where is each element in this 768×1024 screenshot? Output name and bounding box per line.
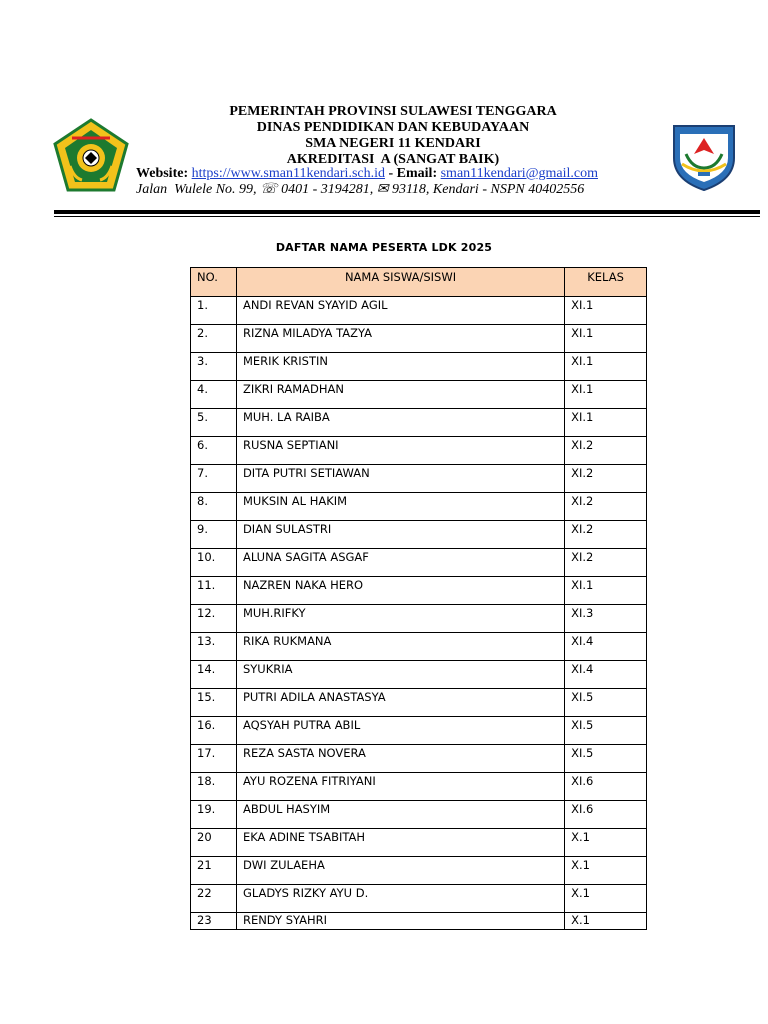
table-row — [191, 605, 647, 633]
row-no: 23 — [191, 913, 237, 930]
participant-table — [190, 267, 647, 930]
row-class: XI.1 — [565, 325, 647, 353]
row-class: XI.1 — [565, 297, 647, 325]
row-name: RIZNA MILADYA TAZYA — [236, 325, 564, 353]
row-class: XI.2 — [565, 465, 647, 493]
row-class: XI.4 — [565, 661, 647, 689]
document-title: DAFTAR NAMA PESERTA LDK 2025 — [275, 241, 493, 254]
row-no: 21 — [191, 857, 237, 885]
row-name: ABDUL HASYIM — [236, 801, 564, 829]
row-name: RIKA RUKMANA — [236, 633, 564, 661]
row-no: 17. — [191, 745, 237, 773]
row-no: 9. — [191, 521, 237, 549]
row-no: 2. — [191, 325, 237, 353]
table-row — [191, 801, 647, 829]
letterhead — [0, 104, 768, 168]
row-class: X.1 — [565, 857, 647, 885]
table-row — [191, 885, 647, 913]
phone-icon: ☏ — [260, 182, 278, 197]
table-row — [191, 577, 647, 605]
row-no: 4. — [191, 381, 237, 409]
row-no: 13. — [191, 633, 237, 661]
row-name: MUH.RIFKY — [236, 605, 564, 633]
table-row — [191, 297, 647, 325]
row-class: XI.1 — [565, 381, 647, 409]
table-header-row — [191, 268, 647, 297]
row-no: 11. — [191, 577, 237, 605]
table-row — [191, 717, 647, 745]
table-row — [191, 829, 647, 857]
row-no: 10. — [191, 549, 237, 577]
table-row — [191, 549, 647, 577]
letterhead-thin-rule — [54, 216, 760, 217]
table-row — [191, 913, 647, 930]
row-no: 7. — [191, 465, 237, 493]
row-no: 16. — [191, 717, 237, 745]
row-class: XI.1 — [565, 353, 647, 381]
row-name: RUSNA SEPTIANI — [236, 437, 564, 465]
column-header-class: KELAS — [565, 268, 647, 297]
row-no: 14. — [191, 661, 237, 689]
row-name: MERIK KRISTIN — [236, 353, 564, 381]
table-row — [191, 745, 647, 773]
row-no: 22 — [191, 885, 237, 913]
row-name: DITA PUTRI SETIAWAN — [236, 465, 564, 493]
column-header-name: NAMA SISWA/SISWI — [236, 268, 564, 297]
row-name: ALUNA SAGITA ASGAF — [236, 549, 564, 577]
contact-web-email-line — [136, 166, 696, 182]
row-class: X.1 — [565, 913, 647, 930]
row-class: X.1 — [565, 829, 647, 857]
row-no: 15. — [191, 689, 237, 717]
row-class: XI.2 — [565, 493, 647, 521]
row-name: AQSYAH PUTRA ABIL — [236, 717, 564, 745]
postal-and-nspn: 93118, Kendari - NSPN 40402556 — [388, 182, 585, 197]
row-class: XI.2 — [565, 549, 647, 577]
row-name: NAZREN NAKA HERO — [236, 577, 564, 605]
letterhead-line-province: PEMERINTAH PROVINSI SULAWESI TENGGARA — [229, 104, 557, 119]
row-name: GLADYS RIZKY AYU D. — [236, 885, 564, 913]
row-no: 19. — [191, 801, 237, 829]
row-class: XI.3 — [565, 605, 647, 633]
table-row — [191, 353, 647, 381]
row-name: DWI ZULAEHA — [236, 857, 564, 885]
email-label: - Email: — [385, 166, 441, 181]
row-no: 6. — [191, 437, 237, 465]
website-label: Website: — [136, 166, 189, 181]
row-class: XI.6 — [565, 801, 647, 829]
row-name: DIAN SULASTRI — [236, 521, 564, 549]
table-row — [191, 521, 647, 549]
table-row — [191, 325, 647, 353]
website-link[interactable]: https://www.sman11kendari.sch.id — [191, 166, 385, 181]
mail-icon: ✉ — [376, 182, 389, 197]
row-class: XI.4 — [565, 633, 647, 661]
row-no: 3. — [191, 353, 237, 381]
row-class: XI.1 — [565, 409, 647, 437]
row-name: PUTRI ADILA ANASTASYA — [236, 689, 564, 717]
table-row — [191, 493, 647, 521]
phone-number: 0401 - 3194281, — [277, 182, 377, 197]
row-name: RENDY SYAHRI — [236, 913, 564, 930]
letterhead-contact — [136, 166, 696, 198]
row-name: MUKSIN AL HAKIM — [236, 493, 564, 521]
row-name: SYUKRIA — [236, 661, 564, 689]
row-no: 18. — [191, 773, 237, 801]
row-name: ANDI REVAN SYAYID AGIL — [236, 297, 564, 325]
letterhead-line-accreditation: AKREDITASI A (SANGAT BAIK) — [286, 152, 500, 167]
letterhead-line-school: SMA NEGERI 11 KENDARI — [305, 136, 481, 151]
table-row — [191, 633, 647, 661]
table-row — [191, 689, 647, 717]
column-header-no: NO. — [191, 268, 237, 297]
address-line — [136, 182, 696, 198]
row-class: XI.5 — [565, 745, 647, 773]
row-class: XI.2 — [565, 437, 647, 465]
row-class: XI.5 — [565, 717, 647, 745]
row-class: XI.6 — [565, 773, 647, 801]
row-no: 1. — [191, 297, 237, 325]
row-name: AYU ROZENA FITRIYANI — [236, 773, 564, 801]
table-row — [191, 661, 647, 689]
row-class: X.1 — [565, 885, 647, 913]
table-row — [191, 381, 647, 409]
row-name: ZIKRI RAMADHAN — [236, 381, 564, 409]
table-row — [191, 773, 647, 801]
table-row — [191, 409, 647, 437]
row-no: 8. — [191, 493, 237, 521]
address-street: Jalan Wulele No. 99, — [136, 182, 261, 197]
row-no: 12. — [191, 605, 237, 633]
row-class: XI.2 — [565, 521, 647, 549]
row-no: 20 — [191, 829, 237, 857]
row-name: MUH. LA RAIBA — [236, 409, 564, 437]
row-no: 5. — [191, 409, 237, 437]
row-class: XI.1 — [565, 577, 647, 605]
row-class: XI.5 — [565, 689, 647, 717]
row-name: EKA ADINE TSABITAH — [236, 829, 564, 857]
letterhead-line-department: DINAS PENDIDIKAN DAN KEBUDAYAAN — [256, 120, 530, 135]
table-row — [191, 857, 647, 885]
letterhead-thick-rule — [54, 210, 760, 214]
table-row — [191, 465, 647, 493]
table-row — [191, 437, 647, 465]
row-name: REZA SASTA NOVERA — [236, 745, 564, 773]
email-link[interactable]: sman11kendari@gmail.com — [440, 166, 598, 181]
